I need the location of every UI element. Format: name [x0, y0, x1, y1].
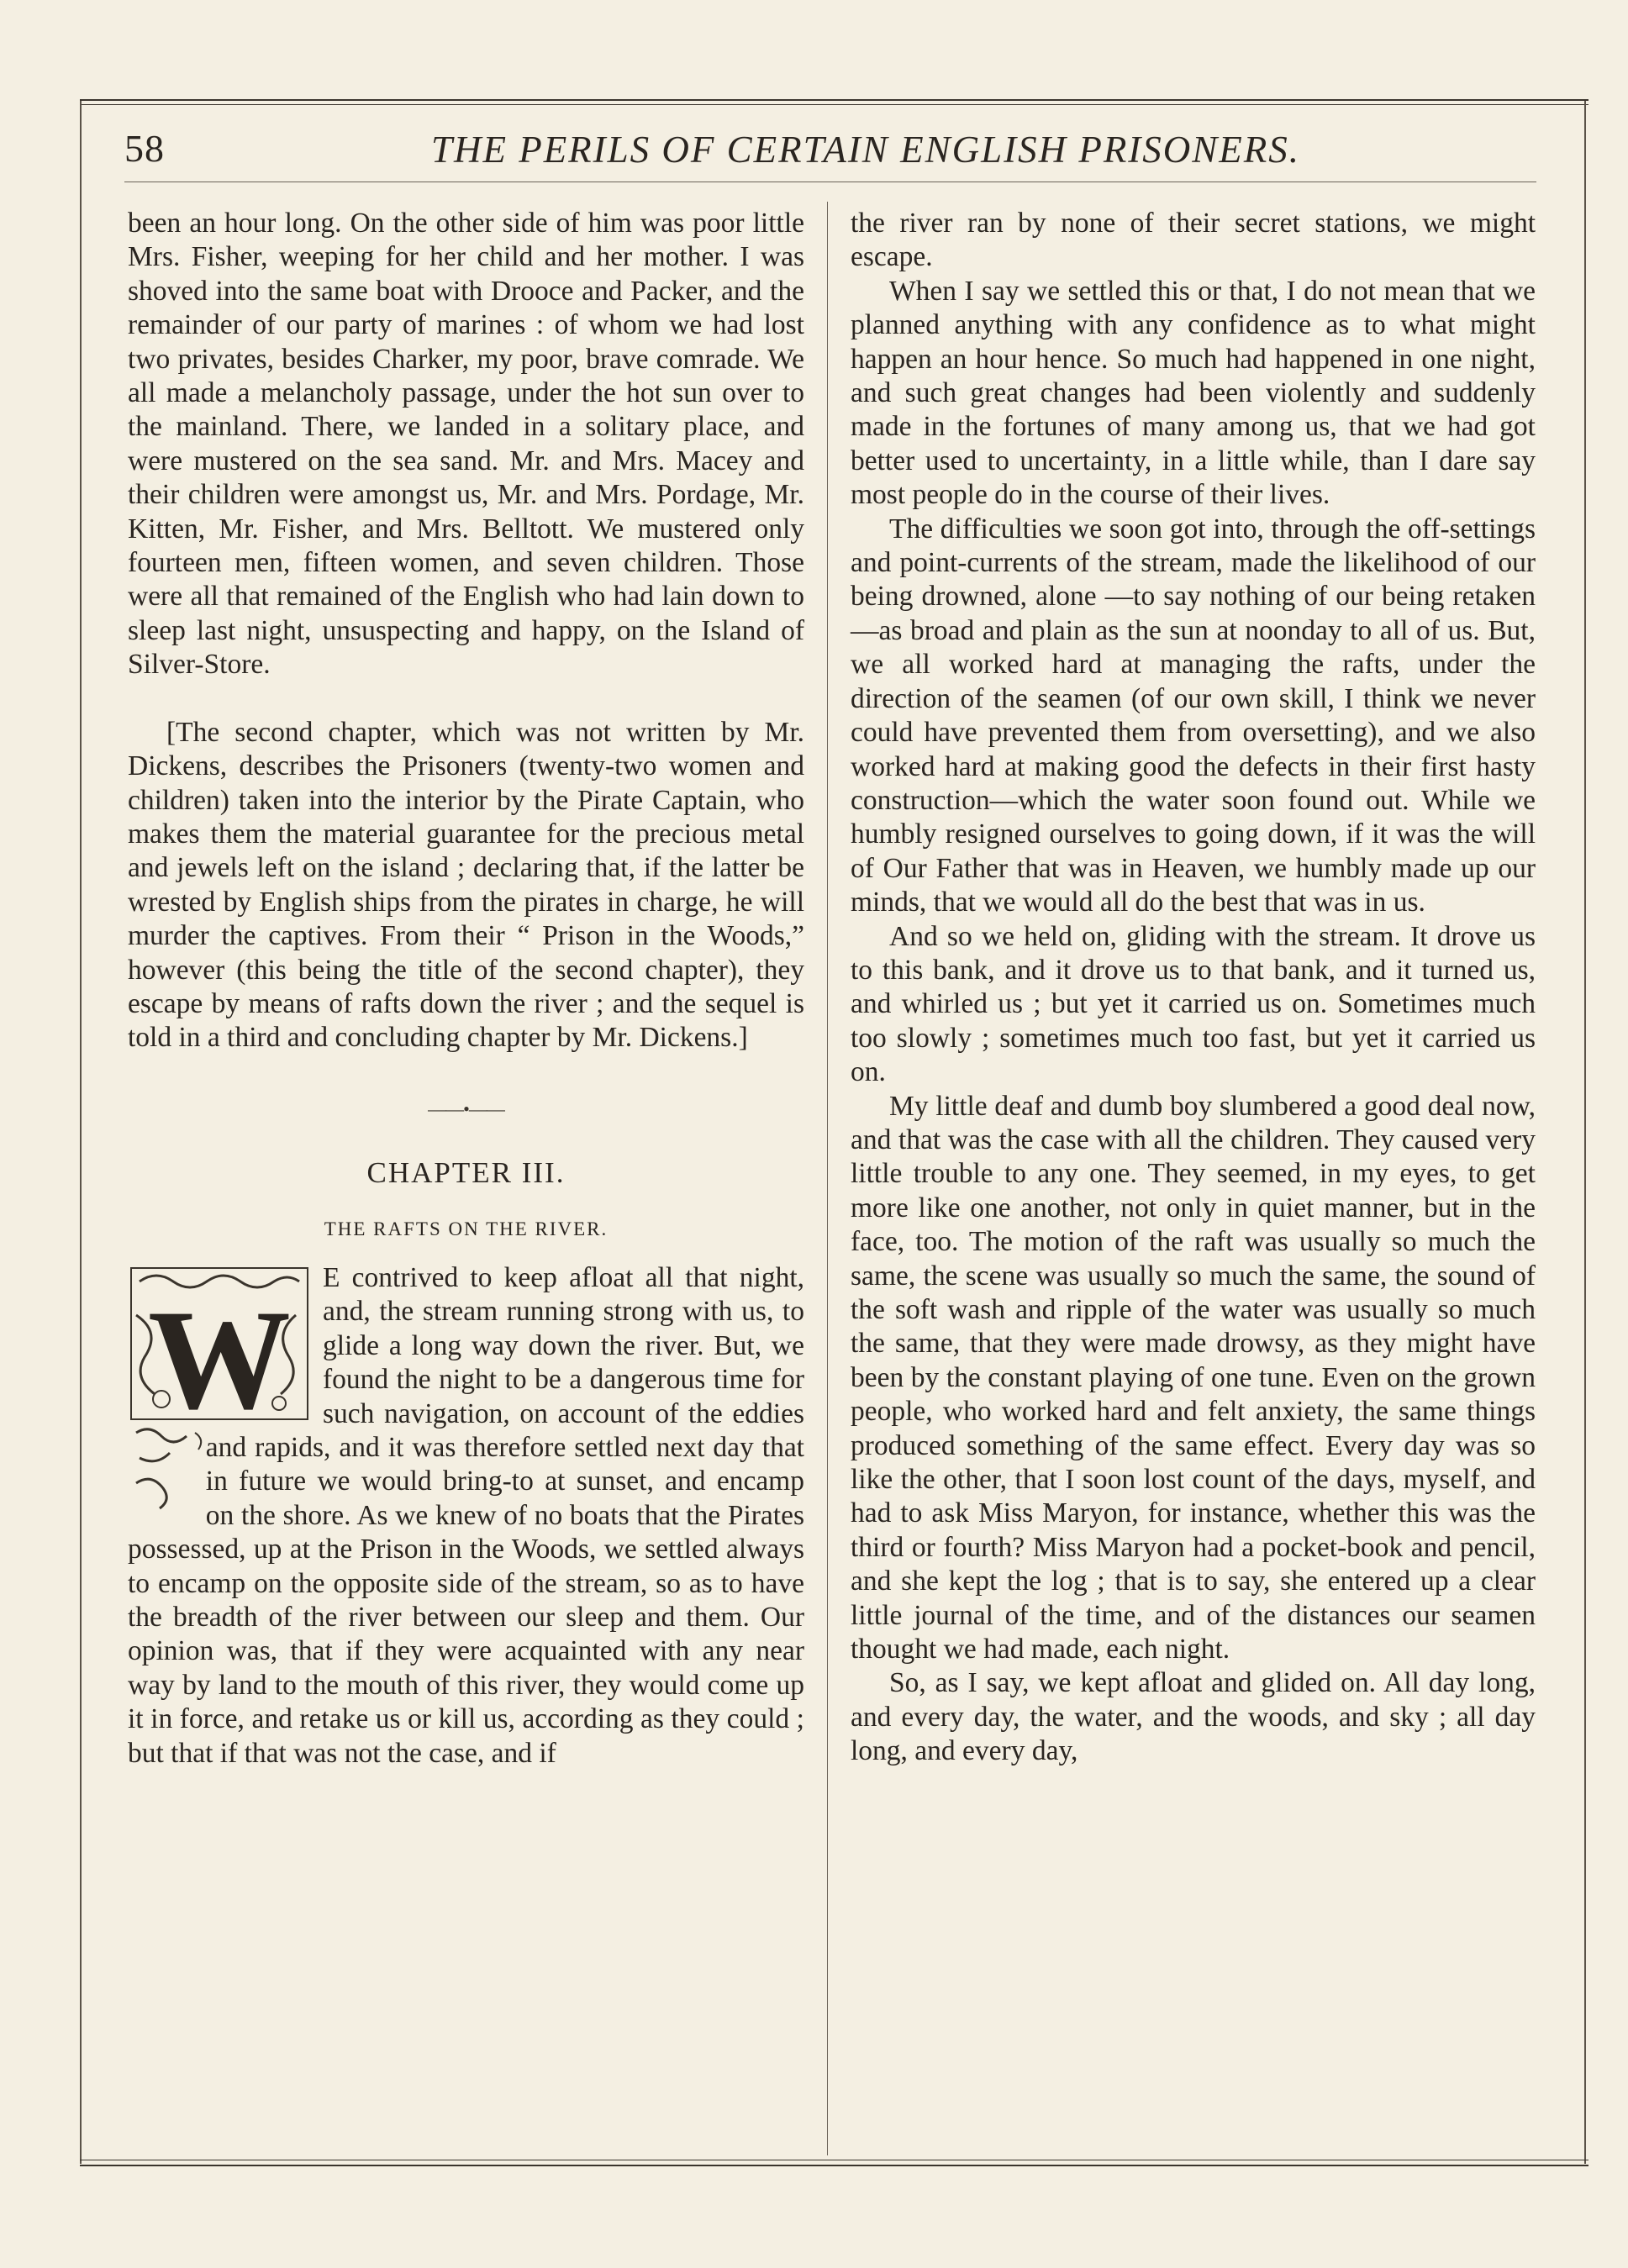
editorial-note: [The second chapter, which was not written by Mr. Dickens, describes the Prisoners (twenty-two women and children) taken into the interior by the Pirate Captain, who makes them the material guarantee for the precious metal and jewels left on the island ; declaring that, if the latter be wrested by English ships from the pirates in charge, he will murder the captives. From their “ Prison in the Woods,” however (this being the title of the second chapter), they escape by means of rafts down the river ; and the sequel is told in a third and concluding chapter by Mr. Dickens.] — [128, 716, 804, 1054]
column-divider — [827, 202, 828, 2155]
top-border-rule-inner — [80, 104, 1588, 105]
right-paragraph-4: And so we held on, gliding with the stream. It drove us to this bank, and it drove us to that bank, and it turned us, and whirled us ; but yet it carried us on. Sometimes much too slowly ; sometimes much too fast, but yet it carried us on. — [851, 920, 1536, 1088]
right-paragraph-2: When I say we settled this or that, I do not mean that we planned anything with any confidence as to what might happen an hour hence. So much had happened in one night, and such great changes had been violently and suddenly made in the fortunes of many among us, that we had got better used to uncertainty, in a little while, than I dare say most people do in the course of their lives. — [851, 275, 1536, 511]
section-ornament: ——•—— — [428, 1097, 504, 1119]
chapter-title: CHAPTER III. — [366, 1156, 566, 1190]
top-border-rule — [80, 99, 1588, 101]
page-number: 58 — [124, 127, 165, 170]
right-paragraph-3: The difficulties we soon got into, through the off-settings and point-currents of the stream, made the likelihood of our being drowned, alone —to say nothing of our being retaken—as broad and plain as the sun at noonday to all of us. But, we all worked hard at managing the rafts, under the direction of the seamen (of our own skill, I think we never could have prevented them from oversetting), and we also worked hard at making good the defects in their first hasty construction—which the water soon found out. While we humbly resigned ourselves to going down, if it was the will of Our Father that was in Heaven, we humbly made up our minds, that we would all do the best that was in us. — [851, 513, 1536, 918]
left-column — [128, 207, 804, 1771]
right-column — [851, 207, 1536, 1769]
chapter-subtitle: THE RAFTS ON THE RIVER. — [324, 1218, 609, 1239]
left-border-line — [80, 101, 82, 2164]
right-paragraph-6: So, as I say, we kept afloat and glided on. All day long, and every day, the water, and the woods, and sky ; all day long, and every day, — [851, 1667, 1536, 1767]
running-title: THE PERILS OF CERTAIN ENGLISH PRISONERS. — [430, 129, 1301, 171]
dropcap-letter: W — [148, 1280, 291, 1439]
right-border-line — [1584, 101, 1586, 2164]
left-paragraph-2: E contrived to keep afloat all that night, and, the stream running strong with us, to glide a long way down the river. But, we found the night to be a dangerous time for such navigation, on account of the eddies and rapids, and it was therefore settled next day that in future we would bring-to at sunset, and encamp on the shore. As we knew of no boats that the Pirates possessed, up at the Prison in the Woods, we settled always to encamp on the opposite side of the stream, so as to have the breadth of the river between our sleep and them. Our opinion was, that if they were acquainted with any near way by land to the mouth of this river, they would come up it in force, and retake us or kill us, according as they could ; but that if that was not the case, and if — [128, 1261, 804, 1769]
right-paragraph-5: My little deaf and dumb boy slumbered a good deal now, and that was the case with all the children. They caused very little trouble to any one. They seemed, in my eyes, to get more like one another, not only in quiet manner, but in the face, too. The motion of the raft was usually so much the same, the scene was usually so much the same, the sound of the soft wash and ripple of the water was usually so much the same, that they were made drowsy, as they might have been by the constant playing of one tune. Even on the grown people, who worked hard and felt anxiety, the same things produced something of the same effect. Every day was so like the other, that I soon lost count of the days, myself, and had to ask Miss Maryon, for instance, whether this was the third or fourth? Miss Maryon had a pocket-book and pencil, and she kept the log ; that is to say, she entered up a clear little journal of the time, and of the distances our seamen thought we had made, each night. — [851, 1090, 1536, 1665]
bottom-border-rule — [80, 2165, 1588, 2166]
left-paragraph-1: been an hour long. On the other side of him was poor little Mrs. Fisher, weeping for her child and her mother. I was shoved into the same boat with Drooce and Packer, and the remainder of our party of marines : of whom we had lost two privates, besides Charker, my poor, brave comrade. We all made a melancholy passage, under the hot sun over to the mainland. There, we landed in a solitary place, and were mustered on the sea sand. Mr. and Mrs. Macey and their children were amongst us, Mr. and Mrs. Pordage, Mr. Kitten, Mr. Fisher, and Mrs. Belltott. We mustered only fourteen men, fifteen women, and seven children. Those were all that remained of the English who had lain down to sleep last night, unsuspecting and happy, on the Island of Silver-Store. — [128, 208, 804, 681]
right-paragraph-1: the river ran by none of their secret stations, we might escape. — [851, 208, 1536, 273]
